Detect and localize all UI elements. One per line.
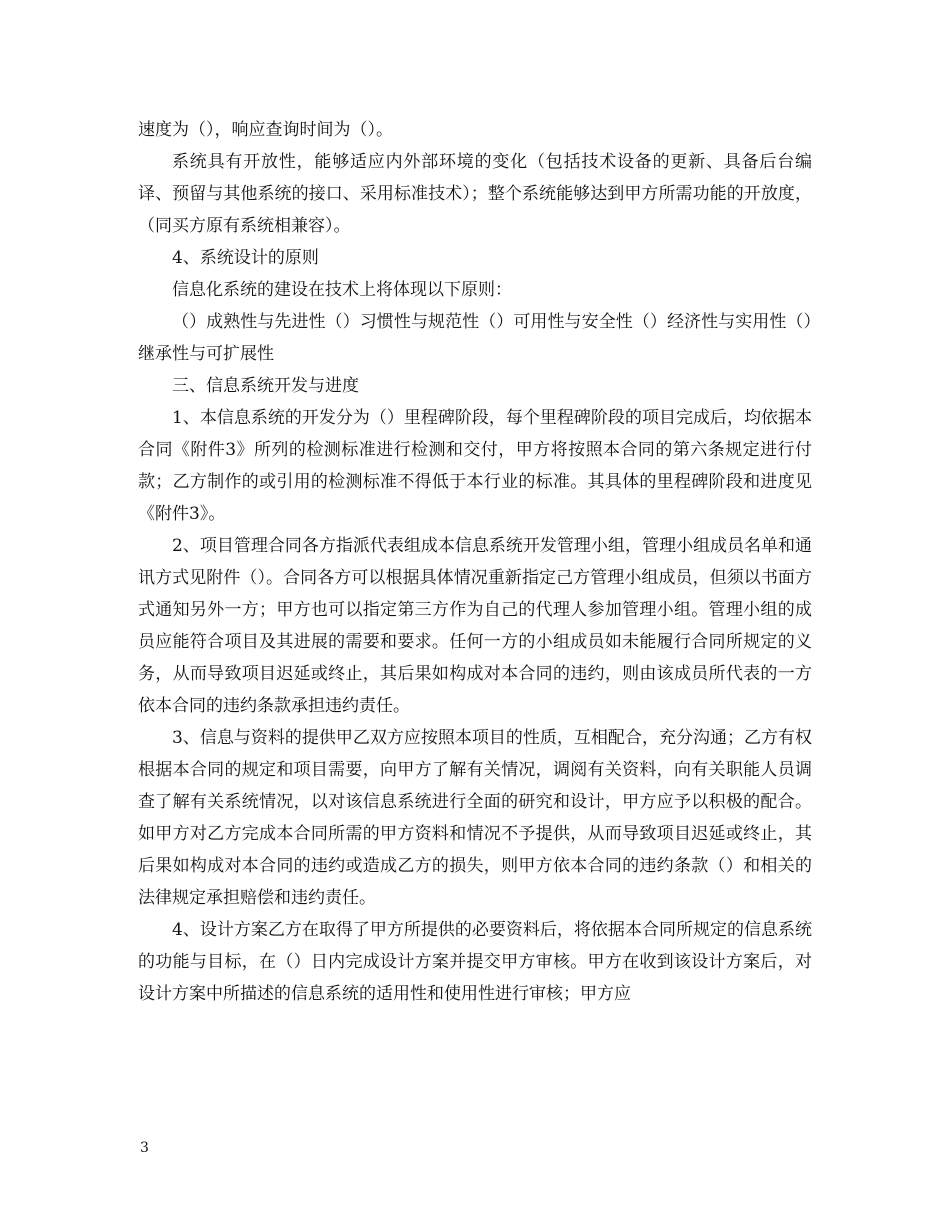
paragraph: 4、设计方案乙方在取得了甲方所提供的必要资料后，将依据本合同所规定的信息系统的功能与目标，在（）日内完成设计方案并提交甲方审核。甲方在收到该设计方案后，对设计方案中所描述的信息系统的适用性和使用性进行审核；甲方应 (138, 920, 812, 1004)
section-heading: 三、信息系统开发与进度 (172, 376, 359, 396)
paragraph: 系统具有开放性，能够适应内外部环境的变化（包括技术设备的更新、具备后台编译、预留与其他系统的接口、采用标准技术）；整个系统能够达到甲方所需功能的开放度，（同买方原有系统相兼容）。 (138, 152, 812, 236)
document-body (138, 114, 812, 1010)
page-number: 3 (140, 1140, 149, 1156)
section-heading: 4、系统设计的原则 (172, 248, 319, 268)
paragraph: 3、信息与资料的提供甲乙双方应按照本项目的性质，互相配合，充分沟通；乙方有权根据本合同的规定和项目需要，向甲方了解有关情况，调阅有关资料，向有关职能人员调查了解有关系统情况，以对该信息系统进行全面的研究和设计，甲方应予以积极的配合。如甲方对乙方完成本合同所需的甲方资料和情况不予提供，从而导致项目迟延或终止，其后果如构成对本合同的违约或造成乙方的损失，则甲方依本合同的违约条款（）和相关的法律规定承担赔偿和违约责任。 (138, 728, 812, 908)
paragraph: （）成熟性与先进性（）习惯性与规范性（）可用性与安全性（）经济性与实用性（）继承性与可扩展性 (138, 312, 812, 364)
paragraph: 信息化系统的建设在技术上将体现以下原则： (172, 280, 512, 300)
paragraph: 2、项目管理合同各方指派代表组成本信息系统开发管理小组，管理小组成员名单和通讯方式见附件（）。合同各方可以根据具体情况重新指定己方管理小组成员，但须以书面方式通知另外一方；甲方也可以指定第三方作为自己的代理人参加管理小组。管理小组的成员应能符合项目及其进展的需要和要求。任何一方的小组成员如未能履行合同所规定的义务，从而导致项目迟延或终止，其后果如构成对本合同的违约，则由该成员所代表的一方依本合同的违约条款承担违约责任。 (138, 536, 812, 716)
paragraph: 速度为（），响应查询时间为（）。 (138, 120, 393, 140)
paragraph: 1、本信息系统的开发分为（）里程碑阶段，每个里程碑阶段的项目完成后，均依据本合同《附件3》所列的检测标准进行检测和交付，甲方将按照本合同的第六条规定进行付款；乙方制作的或引用的检测标准不得低于本行业的标准。其具体的里程碑阶段和进度见《附件3》。 (138, 408, 812, 524)
